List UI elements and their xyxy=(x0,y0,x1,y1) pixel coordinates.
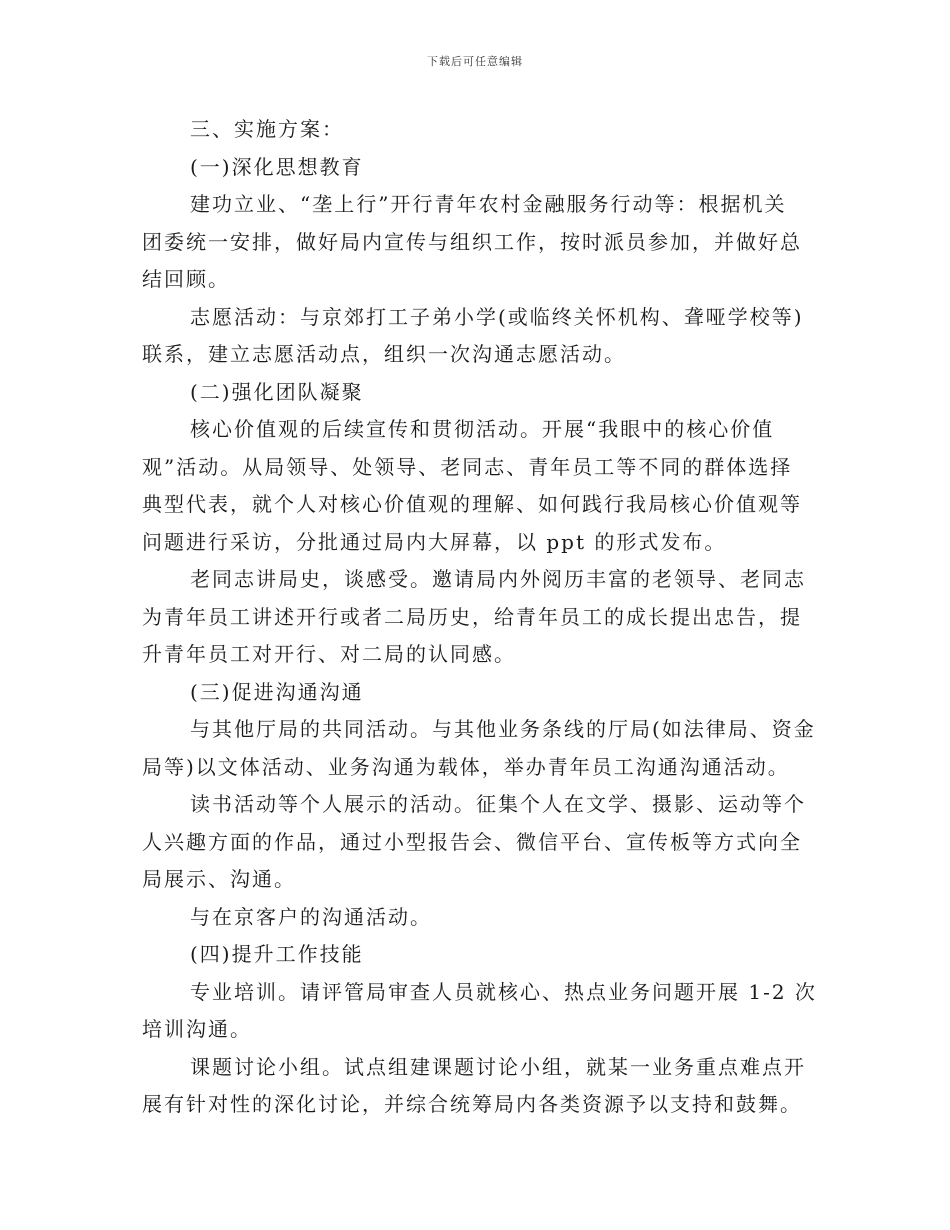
text-line: 升青年员工对开行、对二局的认同感。 xyxy=(142,642,516,666)
text-line: 志愿活动：与京郊打工子弟小学(或临终关怀机构、聋哑学校等) xyxy=(190,304,804,329)
text-line: 核心价值观的后续宣传和贯彻活动。开展“我眼中的核心价值 xyxy=(190,417,775,441)
page-header: 下载后可任意编辑 xyxy=(427,55,523,68)
text-line: (三)促进沟通沟通 xyxy=(190,679,364,704)
text-line: 局展示、沟通。 xyxy=(142,867,296,891)
text-line: 结回顾。 xyxy=(142,267,230,291)
text-line: 老同志讲局史，谈感受。邀请局内外阅历丰富的老领导、老同志 xyxy=(190,567,806,591)
text-line: 展有针对性的深化讨论，并综合统筹局内各类资源予以支持和鼓舞。 xyxy=(142,1092,802,1116)
text-line: 为青年员工讲述开行或者二局历史，给青年员工的成长提出忠告，提 xyxy=(142,604,802,629)
text-line: 与在京客户的沟通活动。 xyxy=(190,904,432,929)
text-line: 观”活动。从局领导、处领导、老同志、青年员工等不同的群体选择 xyxy=(142,454,793,479)
text-line: 局等)以文体活动、业务沟通为载体，举办青年员工沟通沟通活动。 xyxy=(142,754,790,779)
text-line: (二)强化团队凝聚 xyxy=(190,379,364,404)
text-line: 典型代表，就个人对核心价值观的理解、如何践行我局核心价值观等 xyxy=(142,492,802,516)
text-line: 人兴趣方面的作品，通过小型报告会、微信平台、宣传板等方式向全 xyxy=(142,829,802,854)
text-line: 问题进行采访，分批通过局内大屏幕，以 ppt 的形式发布。 xyxy=(142,529,727,554)
text-line: 培训沟通。 xyxy=(142,1017,252,1041)
document-body xyxy=(142,111,817,1124)
text-line: (四)提升工作技能 xyxy=(190,942,364,966)
text-line: (一)深化思想教育 xyxy=(190,154,364,179)
text-line: 与其他厅局的共同活动。与其他业务条线的厅局(如法律局、资金 xyxy=(190,717,816,741)
text-line: 课题讨论小组。试点组建课题讨论小组，就某一业务重点难点开 xyxy=(190,1054,806,1079)
text-line: 三、实施方案： xyxy=(190,117,344,141)
text-line: 读书活动等个人展示的活动。征集个人在文学、摄影、运动等个 xyxy=(190,792,806,816)
text-line: 团委统一安排，做好局内宣传与组织工作，按时派员参加，并做好总 xyxy=(142,229,802,254)
text-line: 建功立业、“垄上行”开行青年农村金融服务行动等：根据机关 xyxy=(190,192,787,216)
text-line: 联系，建立志愿活动点，组织一次沟通志愿活动。 xyxy=(142,342,626,366)
text-line: 专业培训。请评管局审查人员就核心、热点业务问题开展 1-2 次 xyxy=(190,979,817,1004)
